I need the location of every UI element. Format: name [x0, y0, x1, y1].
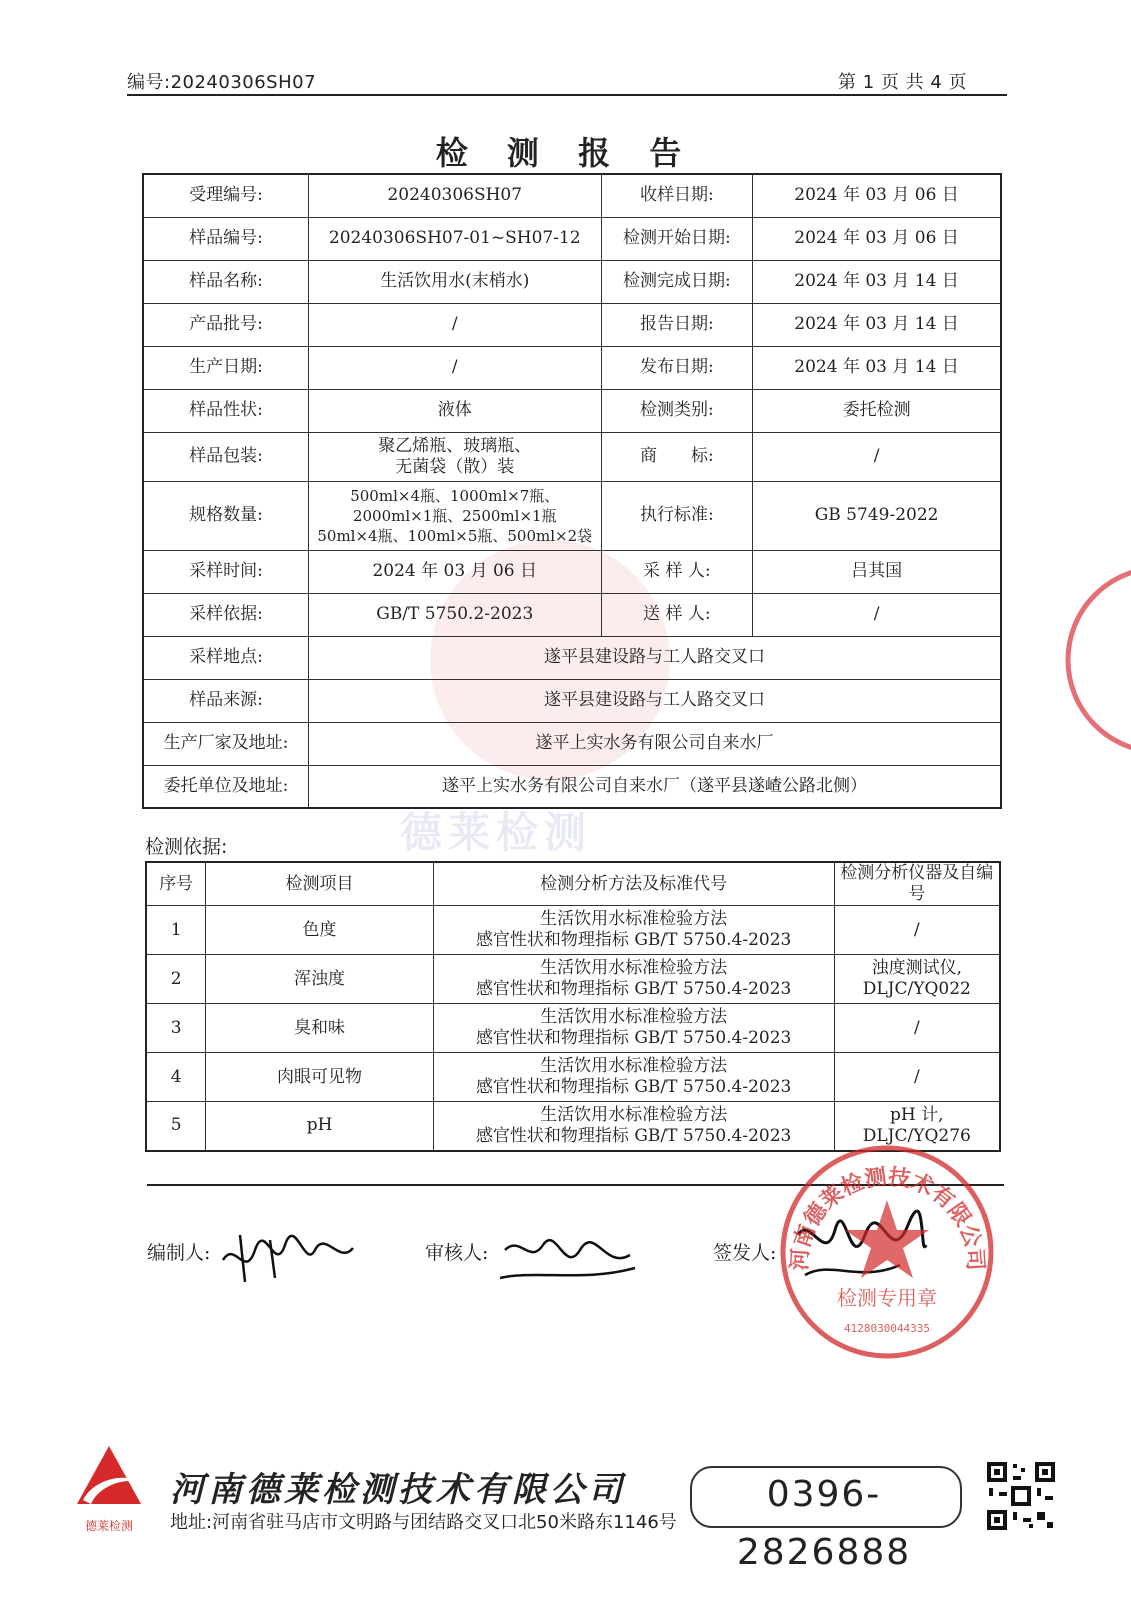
instrument: [834, 1004, 1000, 1053]
test-method: [433, 955, 834, 1004]
column-header: 检测项目: [206, 862, 433, 906]
qr-code: [985, 1460, 1057, 1532]
info-label: 委托单位及地址:: [143, 765, 309, 808]
row-number: 2: [146, 955, 206, 1004]
test-item: 浑浊度: [206, 955, 433, 1004]
reviewer-label: 审核人:: [425, 1242, 489, 1264]
info-value: [309, 481, 601, 550]
info-row-wide: [143, 679, 1001, 722]
info-label: 样品性状:: [143, 389, 309, 432]
compiler-signature: [215, 1220, 360, 1290]
method-line: 生活饮用水标准检验方法: [540, 1104, 728, 1125]
basis-header-row: [146, 862, 1000, 906]
info-value: 2024 年 03 月 06 日: [753, 174, 1001, 217]
column-header: 序号: [146, 862, 206, 906]
test-method: [433, 1004, 834, 1053]
info-value: 遂平上实水务有限公司自来水厂: [309, 722, 1001, 765]
info-value-line: 聚乙烯瓶、玻璃瓶、: [378, 435, 532, 456]
info-row: [143, 389, 1001, 432]
info-row-wide: [143, 636, 1001, 679]
info-label: 采样依据:: [143, 593, 309, 636]
info-value: 生活饮用水(末梢水): [309, 260, 601, 303]
info-row: [143, 346, 1001, 389]
info-label: 执行标准:: [601, 481, 753, 550]
info-row: [143, 260, 1001, 303]
info-value: 2024 年 03 月 14 日: [753, 260, 1001, 303]
info-label: 报告日期:: [601, 303, 753, 346]
basis-row: [146, 955, 1000, 1004]
info-label: 采样地点:: [143, 636, 309, 679]
seal-number: 4128030044335: [843, 1322, 931, 1335]
info-row: [143, 481, 1001, 550]
row-number: 5: [146, 1102, 206, 1151]
info-row: [143, 303, 1001, 346]
test-item: 色度: [206, 906, 433, 955]
info-row: [143, 217, 1001, 260]
info-label: 送 样 人:: [601, 593, 753, 636]
info-label: 规格数量:: [143, 481, 309, 550]
instrument-line: /: [913, 919, 920, 940]
info-label: 采样时间:: [143, 550, 309, 593]
info-value: 遂平上实水务有限公司自来水厂（遂平县遂嵖公路北侧）: [309, 765, 1001, 808]
basis-row: [146, 906, 1000, 955]
info-row-wide: [143, 722, 1001, 765]
info-value-line: 50ml×4瓶、100ml×5瓶、500ml×2袋: [317, 526, 593, 545]
logo-caption: 德莱检测: [84, 1519, 134, 1533]
company-logo: [73, 1442, 145, 1542]
page-indicator: 第 1 页 共 4 页: [838, 72, 968, 93]
info-value: GB/T 5750.2-2023: [309, 593, 601, 636]
side-seal-fragment: [1060, 560, 1131, 760]
test-method: [433, 1102, 834, 1151]
company-address: 地址:河南省驻马店市文明路与团结路交叉口北50米路东1146号: [170, 1512, 677, 1533]
test-item: 肉眼可见物: [206, 1053, 433, 1102]
header-divider: [127, 94, 1007, 96]
method-line: 生活饮用水标准检验方法: [540, 958, 728, 978]
info-label: 生产日期:: [143, 346, 309, 389]
method-line: 感官性状和物理指标 GB/T 5750.4-2023: [475, 1077, 792, 1097]
info-label: 生产厂家及地址:: [143, 722, 309, 765]
info-value: /: [309, 346, 601, 389]
seal-bottom-text: 检测专用章: [837, 1286, 937, 1310]
reviewer-signature: [495, 1220, 640, 1290]
info-label: 检测完成日期:: [601, 260, 753, 303]
official-seal: [775, 1140, 1000, 1365]
method-line: 感官性状和物理指标 GB/T 5750.4-2023: [475, 930, 792, 950]
info-value: 2024 年 03 月 14 日: [753, 346, 1001, 389]
info-row: [143, 593, 1001, 636]
info-label: 商 标:: [601, 432, 753, 481]
row-number: 4: [146, 1053, 206, 1102]
method-line: 感官性状和物理指标 GB/T 5750.4-2023: [475, 1028, 792, 1048]
info-label: 样品名称:: [143, 260, 309, 303]
info-label: 采 样 人:: [601, 550, 753, 593]
info-label: 样品来源:: [143, 679, 309, 722]
info-value: 2024 年 03 月 06 日: [753, 217, 1001, 260]
info-value-line: 无菌袋（散）装: [395, 456, 515, 477]
test-basis-table: [145, 861, 1001, 1152]
sample-info-table: [142, 173, 1002, 809]
info-label: 检测开始日期:: [601, 217, 753, 260]
info-value: /: [753, 432, 1001, 481]
issuer-label: 签发人:: [713, 1242, 777, 1264]
basis-row: [146, 1053, 1000, 1102]
page-title: 检 测 报 告: [435, 134, 696, 172]
instrument-line: 浊度测试仪,: [871, 958, 963, 978]
info-row: [143, 550, 1001, 593]
test-method: [433, 906, 834, 955]
instrument-line: pH 计, DLJC/YQ276: [862, 1104, 971, 1146]
compiler-label: 编制人:: [147, 1242, 211, 1264]
info-value: 20240306SH07-01~SH07-12: [309, 217, 601, 260]
info-label: 样品编号:: [143, 217, 309, 260]
watermark-text: 德莱检测: [400, 808, 593, 857]
instrument: [834, 1053, 1000, 1102]
info-value: 吕其国: [753, 550, 1001, 593]
instrument-line: /: [913, 1066, 920, 1087]
instrument: [834, 906, 1000, 955]
info-value: 遂平县建设路与工人路交叉口: [309, 679, 1001, 722]
company-phone: 0396-2826888: [736, 1474, 912, 1573]
info-row: [143, 174, 1001, 217]
info-value: 2024 年 03 月 06 日: [309, 550, 601, 593]
company-name: 河南德莱检测技术有限公司: [170, 1470, 626, 1510]
info-row: [143, 432, 1001, 481]
info-value-line: 500ml×4瓶、1000ml×7瓶、: [350, 486, 560, 505]
info-label: 受理编号:: [143, 174, 309, 217]
method-line: 生活饮用水标准检验方法: [540, 909, 728, 929]
info-value: 20240306SH07: [309, 174, 601, 217]
info-value: /: [309, 303, 601, 346]
info-label: 样品包装:: [143, 432, 309, 481]
report-number: 编号:20240306SH07: [127, 72, 317, 93]
column-header: 检测分析方法及标准代号: [433, 862, 834, 906]
basis-title: 检测依据:: [145, 836, 228, 858]
info-value: 委托检测: [753, 389, 1001, 432]
info-label: 发布日期:: [601, 346, 753, 389]
info-value: /: [753, 593, 1001, 636]
method-line: 生活饮用水标准检验方法: [540, 1056, 728, 1076]
test-method: [433, 1053, 834, 1102]
method-line: 感官性状和物理指标 GB/T 5750.4-2023: [475, 1125, 792, 1146]
info-value: [309, 432, 601, 481]
method-line: 感官性状和物理指标 GB/T 5750.4-2023: [475, 979, 792, 999]
info-value-line: 2000ml×1瓶、2500ml×1瓶: [352, 506, 557, 525]
info-value: 遂平县建设路与工人路交叉口: [309, 636, 1001, 679]
instrument: [834, 955, 1000, 1004]
basis-row: [146, 1004, 1000, 1053]
info-value: 2024 年 03 月 14 日: [753, 303, 1001, 346]
instrument-line: /: [913, 1017, 920, 1038]
info-value: 液体: [309, 389, 601, 432]
test-item: 臭和味: [206, 1004, 433, 1053]
info-label: 产品批号:: [143, 303, 309, 346]
info-label: 检测类别:: [601, 389, 753, 432]
row-number: 3: [146, 1004, 206, 1053]
row-number: 1: [146, 906, 206, 955]
method-line: 生活饮用水标准检验方法: [540, 1007, 728, 1027]
info-value: GB 5749-2022: [753, 481, 1001, 550]
instrument-line: DLJC/YQ022: [862, 979, 971, 999]
seal-top-text: 河南德莱检测技术有限公司: [787, 1164, 988, 1272]
test-item: pH: [206, 1102, 433, 1151]
column-header: 检测分析仪器及自编号: [834, 862, 1000, 906]
info-label: 收样日期:: [601, 174, 753, 217]
